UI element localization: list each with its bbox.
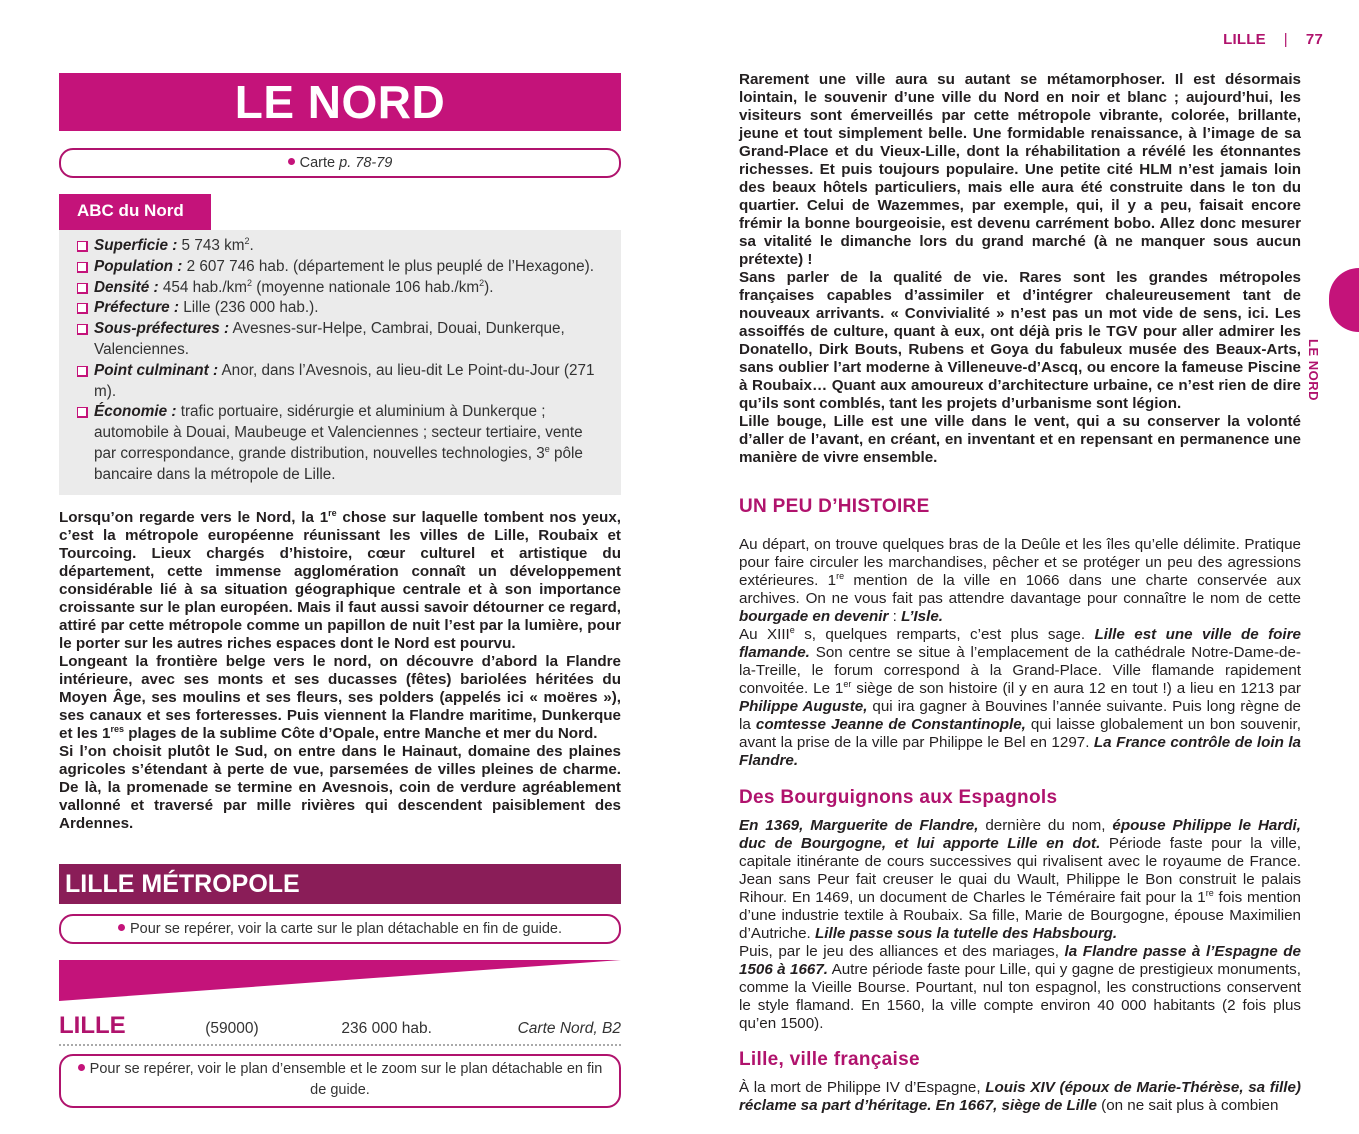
side-chapter-label: LE NORD <box>1306 339 1321 401</box>
bullet-dot-icon <box>288 158 295 165</box>
thumb-index-tab <box>1329 268 1359 332</box>
city-postcode: (59000) <box>205 1019 259 1037</box>
heading-bourguignons-espagnols: Des Bourguignons aux Espagnols <box>739 787 1058 808</box>
intro-paragraph-2: Longeant la frontière belge vers le nord, on découvre d’abord la Flandre intérieure, avec ses monts et ses ducasses (fêtes) bariolées héritées du Moyen Âge, ses moulins et ses fleurs, ses polders (appelés ici « moëres »), ses canaux et ses forteresses. Puis viennent la Flandre maritime, Dunkerque et les 1res plages de la sublime Côte d’Opale, entre Manche et mer du Nord. <box>59 652 621 742</box>
intro-paragraph-3: Si l’on choisit plutôt le Sud, on entre dans le Hainaut, domaine des plaines agricoles s’étendant à perte de vue, parsemées de villes pleines de charme. De là, la promenade se termine en Avesnois, coin de verdure agréablement vallonné et traversé par mille rivières qui descendent paisiblement des Ardennes. <box>59 742 621 832</box>
running-head-separator: | <box>1283 31 1288 48</box>
fact-item-population: Population : 2 607 746 hab. (département le plus peuplé de l’Hexagone). <box>77 257 607 278</box>
intro-text <box>59 509 621 833</box>
city-map-note: Pour se repérer, voir le plan d’ensemble et le zoom sur le plan détachable en fin de guide. <box>59 1054 621 1108</box>
running-head <box>1223 31 1323 48</box>
decorative-wedge <box>59 960 621 1001</box>
lille-intro-text <box>739 71 1301 467</box>
map-reference-pill <box>59 148 621 178</box>
bourguignons-text <box>739 817 1301 1033</box>
bourguignons-paragraph-1: En 1369, Marguerite de Flandre, dernière du nom, épouse Philippe le Hardi, duc de Bourgogne, et lui apporte Lille en dot. Période faste pour la ville, capitale itinérante de cours successives qui rivalisent avec le royaume de France. Jean sans Peur fait creuser le quai du Wault, Philippe le Bon construit le palais Rihour. En 1469, un document de Charles le Téméraire fait pour la 1re fois mention d’une industrie textile à Roubaix. Sa fille, Marie de Bourgogne, épouse Maximilien d’Autriche. Lille passe sous la tutelle des Habsbourg. <box>739 817 1301 942</box>
city-header-row <box>59 1012 621 1046</box>
checkbox-bullet-icon <box>77 262 88 273</box>
fact-item-prefecture: Préfecture : Lille (236 000 hab.). <box>77 298 607 319</box>
history-paragraph-2: Au XIIIe s, quelques remparts, c’est plus sage. Lille est une ville de foire flamande. Son centre se situe à l’emplacement de la cathédrale Notre-Dame-de-la-Treille, le forum correspond à la Grand-Place. Ville flamande rapidement convoitée. Le 1er siège de son histoire (il y en aura 12 en tout !) a lieu en 1213 par Philippe Auguste, qui ira gagner à Bouvines l’année suivante. Puis long règne de la comtesse Jeanne de Constantinople, qui laisse globalement un bon souvenir, avant la prise de la ville par Philippe le Bel en 1297. La France contrôle de loin la Flandre. <box>739 625 1302 769</box>
checkbox-bullet-icon <box>77 324 88 335</box>
fact-item-point-culminant: Point culminant : Anor, dans l’Avesnois, au lieu-dit Le Point-du-Jour (271 m). <box>77 361 607 403</box>
map-ref-prefix: Carte <box>299 155 340 171</box>
history-text <box>739 536 1301 770</box>
city-population: 236 000 hab. <box>341 1019 432 1037</box>
checkbox-bullet-icon <box>77 407 88 418</box>
francaise-text <box>739 1079 1301 1115</box>
abc-fact-box <box>59 230 621 495</box>
section-title-lille-metropole: LILLE MÉTROPOLE <box>59 864 621 904</box>
abc-box-title: ABC du Nord <box>59 194 211 230</box>
lille-paragraph-1: Rarement une ville aura su autant se métamorphoser. Il est désormais lointain, le souvenir d’une ville du Nord en noir et blanc ; aujourd’hui, les visiteurs sont émerveillés par cette métropole vibrante, colorée, brillante, jeune et tout simplement belle. Une formidable renaissance, à l’image de sa Grand-Place et du Vieux-Lille, dont la réhabilitation a révélé les étonnantes richesses. Et puis toujours populaire. Une petite cité HLM n’est jamais loin des beaux hôtels particuliers, mais elle aura été construite dans le ton du quartier. Celui de Wazemmes, par exemple, qui, il y a peu, faisait encore frémir la bonne bourgeoisie, est devenu carrément bobo. Allez donc mesurer sa vitalité le dimanche lors du grand marché (à ne manquer sous aucun prétexte) ! <box>739 71 1301 268</box>
bourguignons-paragraph-2: Puis, par le jeu des alliances et des mariages, la Flandre passe à l’Espagne de 1506 à 1667. Autre période faste pour Lille, qui y gagne de prestigieux monuments, comme la Vieille Bourse. Pourtant, nul ton espagnol, les constructions conservent le style flamand. En 1560, la ville compte environ 40 000 habitants (2 fois plus qu’en 1500). <box>739 943 1301 1032</box>
heading-lille-ville-francaise: Lille, ville française <box>739 1049 920 1070</box>
intro-paragraph-1: Lorsqu’on regarde vers le Nord, la 1re chose sur laquelle tombent nos yeux, c’est la métropole européenne réunissant les villes de Lille, Roubaix et Tourcoing. Lieux chargés d’histoire, cœur culturel et artistique du département, cette immense agglomération connaît un développement considérable lié à sa situation géographique centrale et à son importance croissante sur le plan européen. Mais il faut aussi savoir détourner ce regard, attiré par cette métropole comme un papillon de nuit l’est par la lumière, pour le porter sur les autres riches espaces dont le Nord est pourvu. <box>59 507 621 652</box>
lille-paragraph-2: Sans parler de la qualité de vie. Rares sont les grandes métropoles françaises capables d’assimiler et d’intégrer chaleureusement tant de nouveaux arrivants. « Convivialité » n’est pas un mot vide de sens, ici. Les assoiffés de culture, quant à eux, ont déjà pris le TGV pour aller admirer les Donatello, Dirk Bouts, Rubens et Goya du fabuleux musée des Beaux-Arts, sans oublier l’art moderne à Villeneuve-d’Ascq, ou encore la fameuse Piscine à Roubaix… Quant aux amoureux d’architecture urbaine, ce n’est rien de dire qu’ils sont comblés, tant les projets d’urbanisme sont légion. <box>739 269 1301 412</box>
history-paragraph-1: Au départ, on trouve quelques bras de la Deûle et les îles qu’elle délimite. Pratique pour faire circuler les marchandises, pêcher et se protéger un peu des agressions extérieures. 1re mention de la ville en 1066 dans une charte conservée aux archives. On ne vous fait pas attendre davantage pour connaître le nom de cette bourgade en devenir : L’Isle. <box>739 536 1301 625</box>
running-head-section: LILLE <box>1223 31 1266 48</box>
lille-paragraph-3: Lille bouge, Lille est une ville dans le vent, qui a su conserver la volonté d’aller de l’avant, en créant, en inventant et en repensant en permanence une manière de vivre ensemble. <box>739 413 1301 466</box>
bullet-dot-icon <box>118 924 125 931</box>
fact-item-densite: Densité : 454 $hab./km^2$ (moyenne nationale 106 $hab./km^2$). <box>77 278 607 299</box>
bullet-dot-icon <box>78 1064 85 1071</box>
page-number: 77 <box>1305 31 1323 48</box>
city-map-reference[interactable]: Carte Nord, B2 <box>517 1019 621 1037</box>
checkbox-bullet-icon <box>77 303 88 314</box>
right-column <box>739 71 1301 1115</box>
checkbox-bullet-icon <box>77 241 88 252</box>
checkbox-bullet-icon <box>77 366 88 377</box>
fact-item-superficie: Superficie : 5 743 $km^2$. <box>77 236 607 257</box>
fact-item-economie: Économie : trafic portuaire, sidérurgie et aluminium à Dunkerque ; automobile à Douai, Maubeuge et Valenciennes ; secteur tertiaire, vente par correspondance, grande distribution, nouvelles technologies, 3e pôle bancaire dans la métropole de Lille. <box>77 402 607 485</box>
heading-un-peu-d-histoire: UN PEU D’HISTOIRE <box>739 496 930 517</box>
fact-item-sous-prefectures: Sous-préfectures : Avesnes-sur-Helpe, Cambrai, Douai, Dunkerque, Valenciennes. <box>77 319 607 361</box>
left-column <box>59 73 621 1108</box>
chapter-title: LE NORD <box>59 73 621 131</box>
map-ref-pages[interactable]: p. 78-79 <box>339 155 393 171</box>
city-name: LILLE <box>59 1011 126 1039</box>
francaise-paragraph-1: À la mort de Philippe IV d’Espagne, Louis XIV (époux de Marie-Thérèse, sa fille) réclame sa part d’héritage. En 1667, siège de Lille (on ne sait plus à combien <box>739 1079 1301 1114</box>
metropole-map-note: Pour se repérer, voir la carte sur le plan détachable en fin de guide. <box>59 914 621 944</box>
checkbox-bullet-icon <box>77 283 88 294</box>
